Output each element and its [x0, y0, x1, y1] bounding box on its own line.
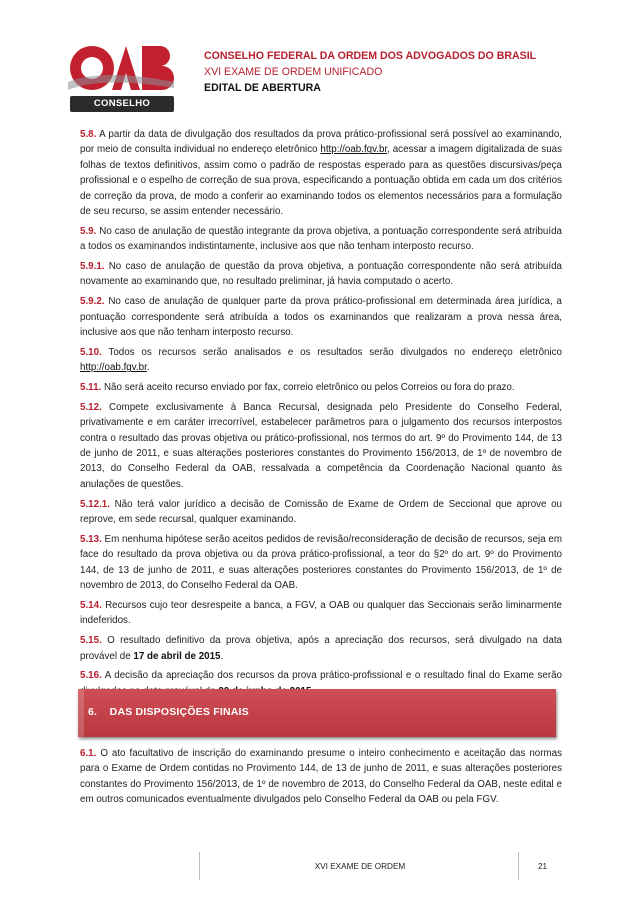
item-number: 5.9.2. [80, 296, 105, 308]
item-number: 5.14. [80, 599, 102, 611]
page-footer [0, 852, 638, 882]
paragraph-text: No caso de anulação de questão da prova objetiva, a pontuação correspondente não será atribuída novamente ao examinando que, no resultado preliminar, já havia computado o acerto. [80, 261, 562, 288]
paragraph-text: Em nenhuma hipótese serão aceitos pedidos de revisão/reconsideração de decisão de recursos, seja em face do resultado da prova objetiva ou da prova prático-profissional, a teor do §2º do art. 9º do Provimento 144, de 13 de junho de 2011, e suas alterações posteriores constantes do Provimento 156/2013, de 1º de novembro de 2013, do Conselho Federal da OAB. [80, 533, 562, 592]
final-content [80, 746, 562, 812]
section-number: 6. [88, 706, 98, 718]
item-number: 5.15. [80, 635, 102, 647]
paragraph-text-after: . [220, 650, 224, 662]
footer-divider [199, 852, 200, 880]
paragraph-5-15 [80, 633, 562, 664]
paragraph-5-9-2 [80, 294, 562, 340]
paragraph-text: Compete exclusivamente à Banca Recursal, designada pelo Presidente do Conselho Federal, privativamente e em caráter irrecorrível, estabelecer parâmetros para o julgamento dos recursos interpostos contra o resultado das provas objetiva ou prático-profissional, nos termos do art. 9º do Provimento 144, de 13 de junho de 2011, e suas alterações posteriores constantes do Provimento 156/2013, de 1º de novembro de 2013, do Conselho Federal da OAB, ressalvada a competência da Coordenação Nacional quanto às anulações de questões. [80, 401, 562, 490]
paragraph-5-11 [80, 380, 562, 395]
section-title [88, 706, 249, 718]
paragraph-6-1 [80, 746, 562, 808]
section-heading-box [78, 689, 556, 737]
paragraph-5-9-1 [80, 259, 562, 290]
document-header [62, 38, 582, 123]
body-content [80, 127, 562, 704]
paragraph-text: Não será aceito recurso enviado por fax, correio eletrônico ou pelos Correios ou fora do prazo. [103, 382, 515, 394]
paragraph-text: No caso de anulação de qualquer parte da prova prático-profissional em determinada área jurídica, a pontuação correspondente será atribuída a todos os examinandos que realizaram a prova nessa área, inclusive aos que não tenham interposto recurso. [80, 296, 562, 339]
paragraph-5-8 [80, 127, 562, 219]
page-number: 21 [538, 862, 548, 871]
footer-divider [518, 852, 519, 880]
paragraph-5-12-1 [80, 497, 562, 528]
item-number: 5.12.1. [80, 498, 110, 510]
paragraph-text: A partir da data de divulgação dos resultados da prova prático-profissional será possível ao examinando, por meio de consulta individual no endereço eletrônico [80, 129, 562, 156]
item-number: 5.13. [80, 533, 102, 545]
section-title-text: DAS DISPOSIÇÕES FINAIS [109, 706, 249, 718]
fgv-link[interactable]: http://oab.fgv.br [80, 362, 147, 374]
paragraph-text-after: . [146, 362, 150, 374]
item-number: 5.10. [80, 346, 102, 358]
paragraph-5-10 [80, 345, 562, 376]
section-stripe [78, 689, 84, 737]
paragraph-text: Todos os recursos serão analisados e os resultados serão divulgados no endereço eletrônico [108, 346, 562, 358]
item-number: 5.9.1. [80, 261, 105, 273]
item-number: 5.11. [80, 382, 102, 394]
paragraph-5-12 [80, 400, 562, 492]
oab-logo [62, 38, 182, 123]
paragraph-text: Recursos cujo teor desrespeite a banca, a FGV, a OAB ou qualquer das Seccionais serão liminarmente indeferidos. [80, 599, 562, 627]
item-number: 5.8. [80, 129, 97, 140]
item-number: 5.9. [80, 225, 97, 237]
paragraph-text: O resultado definitivo da prova objetiva, após a apreciação dos recursos, será divulgado na data provável de [80, 635, 562, 662]
item-number: 5.12. [80, 401, 102, 413]
logo-caption: CONSELHO FEDERAL [93, 98, 151, 123]
paragraph-text: A decisão da apreciação dos recursos da prova prático-profissional e o resultado final do Exame serão [104, 670, 562, 682]
paragraph-text-after: , acessar a imagem digitalizada de suas folhas de textos definitivos, assim como o padrão de respostas esperado para as questões discursivas/peça profissional e o espelho de correção de sua prova, especificando a pontuação obtida em cada um dos critérios de correção da prova, de modo a conferir ao examinando todos os elementos necessários para a formulação de seu recurso, se assim entender necessário. [80, 144, 562, 218]
item-number: 6.1. [80, 748, 97, 759]
paragraph-text: Não terá valor jurídico a decisão de Comissão de Exame de Ordem de Seccional que aprove ou reprove, em sede recursal, qualquer examinando. [80, 498, 562, 526]
header-organization: CONSELHO FEDERAL DA ORDEM DOS ADVOGADOS DO BRASIL [204, 50, 537, 62]
footer-exam-name: XVI EXAME DE ORDEM [314, 862, 406, 871]
header-document-title: EDITAL DE ABERTURA [204, 82, 321, 94]
header-exam: XVI EXAME DE ORDEM UNIFICADO [204, 66, 383, 78]
paragraph-5-9 [80, 224, 562, 255]
fgv-link[interactable]: http://oab.fgv.br [320, 144, 388, 156]
paragraph-5-13 [80, 532, 562, 594]
date-highlight: 17 de abril de 2015 [133, 650, 221, 662]
item-number: 5.16. [80, 670, 102, 682]
paragraph-text: No caso de anulação de questão integrante da prova objetiva, a pontuação correspondente será atribuída a todos os examinandos indistintamente, inclusive aos que não tenham interposto recurso. [80, 225, 562, 253]
paragraph-text: O ato facultativo de inscrição do examinando presume o inteiro conhecimento e aceitação das normas para o Exame de Ordem contidas no Provimento 144, de 13 de junho de 2011, e suas alterações posteriores constantes do Provimento 156/2013, de 1º de novembro de 2013, do Conselho Federal da OAB, neste edital e em outros comunicados eventualmente divulgados pelo Conselho Federal da OAB ou pela FGV. [80, 748, 562, 806]
paragraph-5-14 [80, 598, 562, 629]
